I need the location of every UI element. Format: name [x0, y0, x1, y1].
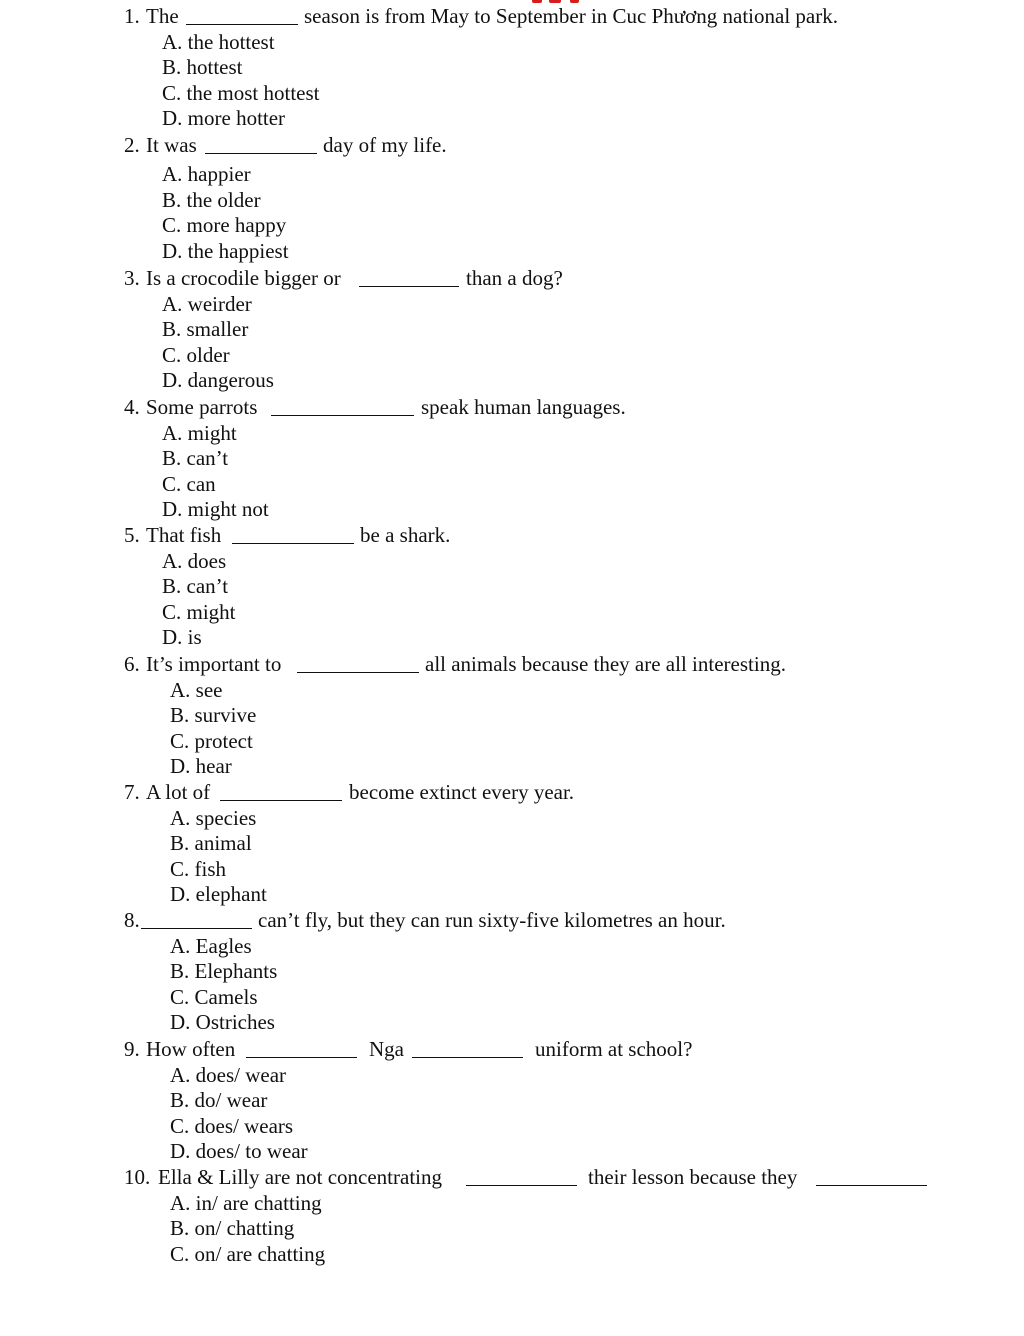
- option-d: D. the happiest: [162, 238, 289, 263]
- answer-blank[interactable]: [186, 4, 298, 25]
- option-a: A. the hottest: [162, 29, 275, 54]
- option-c: C. the most hottest: [162, 80, 320, 105]
- option-b: B. on/ chatting: [170, 1216, 295, 1241]
- option-d: D. more hotter: [162, 106, 286, 131]
- question-number: 9.: [124, 1037, 140, 1061]
- option-c: C. fish: [170, 856, 227, 881]
- option-c: C. older: [162, 342, 230, 367]
- answer-blank[interactable]: [412, 1037, 523, 1058]
- question-text: The: [146, 4, 179, 28]
- option-c: C. protect: [170, 728, 253, 753]
- option-c: C. might: [162, 599, 236, 624]
- question-number: 1.: [124, 4, 140, 28]
- question-8: [0, 908, 1024, 1036]
- question-4: [0, 395, 1024, 523]
- answer-blank[interactable]: [232, 523, 354, 544]
- option-d: D. does/ to wear: [170, 1139, 308, 1164]
- option-d: D. elephant: [170, 882, 267, 907]
- option-c: C. does/ wears: [170, 1113, 294, 1138]
- question-7: [0, 780, 1024, 908]
- option-b: B. do/ wear: [170, 1088, 268, 1113]
- option-b: B. the older: [162, 187, 261, 212]
- option-b: B. survive: [170, 703, 257, 728]
- option-a: A. species: [170, 805, 257, 830]
- question-number: 2.: [124, 133, 140, 157]
- question-5: [0, 523, 1024, 651]
- option-b: B. hottest: [162, 55, 243, 80]
- option-b: B. can’t: [162, 446, 229, 471]
- option-a: A. weirder: [162, 291, 252, 316]
- question-10: [0, 1165, 1024, 1267]
- answer-blank[interactable]: [297, 652, 419, 673]
- option-a: A. does/ wear: [170, 1062, 287, 1087]
- question-2: [0, 133, 1024, 264]
- option-d: D. might not: [162, 497, 269, 522]
- question-text: A lot of: [146, 780, 211, 804]
- answer-blank[interactable]: [220, 780, 342, 801]
- question-number: 4.: [124, 395, 140, 419]
- question-text: It’s important to: [146, 652, 282, 676]
- question-text: speak human languages.: [421, 395, 626, 419]
- question-1: [0, 4, 1024, 132]
- question-text: Nga: [369, 1037, 404, 1061]
- option-d: D. Ostriches: [170, 1010, 275, 1035]
- question-text: uniform at school?: [535, 1037, 693, 1061]
- option-b: B. can’t: [162, 574, 229, 599]
- question-text: Ella & Lilly are not concentrating: [158, 1165, 442, 1189]
- question-3: [0, 266, 1024, 394]
- question-text: Is a crocodile bigger or: [146, 266, 341, 290]
- question-9: [0, 1037, 1024, 1165]
- option-a: A. in/ are chatting: [170, 1190, 322, 1215]
- option-b: B. animal: [170, 831, 252, 856]
- question-number: 3.: [124, 266, 140, 290]
- option-c: C. can: [162, 471, 216, 496]
- option-b: B. smaller: [162, 317, 249, 342]
- question-number: 6.: [124, 652, 140, 676]
- answer-blank[interactable]: [271, 395, 414, 416]
- option-a: A. does: [162, 548, 227, 573]
- option-c: C. on/ are chatting: [170, 1241, 326, 1266]
- question-text: all animals because they are all interesting.: [425, 652, 786, 676]
- answer-blank[interactable]: [466, 1165, 577, 1186]
- option-c: C. more happy: [162, 213, 287, 238]
- answer-blank[interactable]: [246, 1037, 357, 1058]
- question-text: day of my life.: [323, 133, 447, 157]
- answer-blank[interactable]: [141, 908, 252, 929]
- option-a: A. might: [162, 420, 237, 445]
- question-text: It was: [146, 133, 197, 157]
- question-6: [0, 652, 1024, 780]
- option-c: C. Camels: [170, 984, 258, 1009]
- question-text: season is from May to September in Cuc Phương national park.: [304, 4, 838, 28]
- question-text: be a shark.: [360, 523, 451, 547]
- question-number: 7.: [124, 780, 140, 804]
- question-number: 8.: [124, 908, 140, 932]
- option-a: A. Eagles: [170, 933, 252, 958]
- answer-blank[interactable]: [359, 266, 459, 287]
- question-number: 5.: [124, 523, 140, 547]
- option-d: D. hear: [170, 754, 232, 779]
- question-text: That fish: [146, 523, 222, 547]
- question-number: 10.: [124, 1165, 151, 1189]
- question-text: How often: [146, 1037, 236, 1061]
- option-d: D. is: [162, 625, 202, 650]
- option-a: A. see: [170, 677, 223, 702]
- option-b: B. Elephants: [170, 959, 278, 984]
- option-a: A. happier: [162, 162, 251, 186]
- question-text: become extinct every year.: [349, 780, 575, 804]
- question-text: than a dog?: [466, 266, 563, 290]
- option-d: D. dangerous: [162, 368, 274, 393]
- question-text: their lesson because they: [588, 1165, 798, 1189]
- question-text: Some parrots: [146, 395, 258, 419]
- answer-blank[interactable]: [816, 1165, 927, 1186]
- question-text: can’t fly, but they can run sixty-five kilometres an hour.: [258, 908, 726, 932]
- answer-blank[interactable]: [205, 133, 317, 154]
